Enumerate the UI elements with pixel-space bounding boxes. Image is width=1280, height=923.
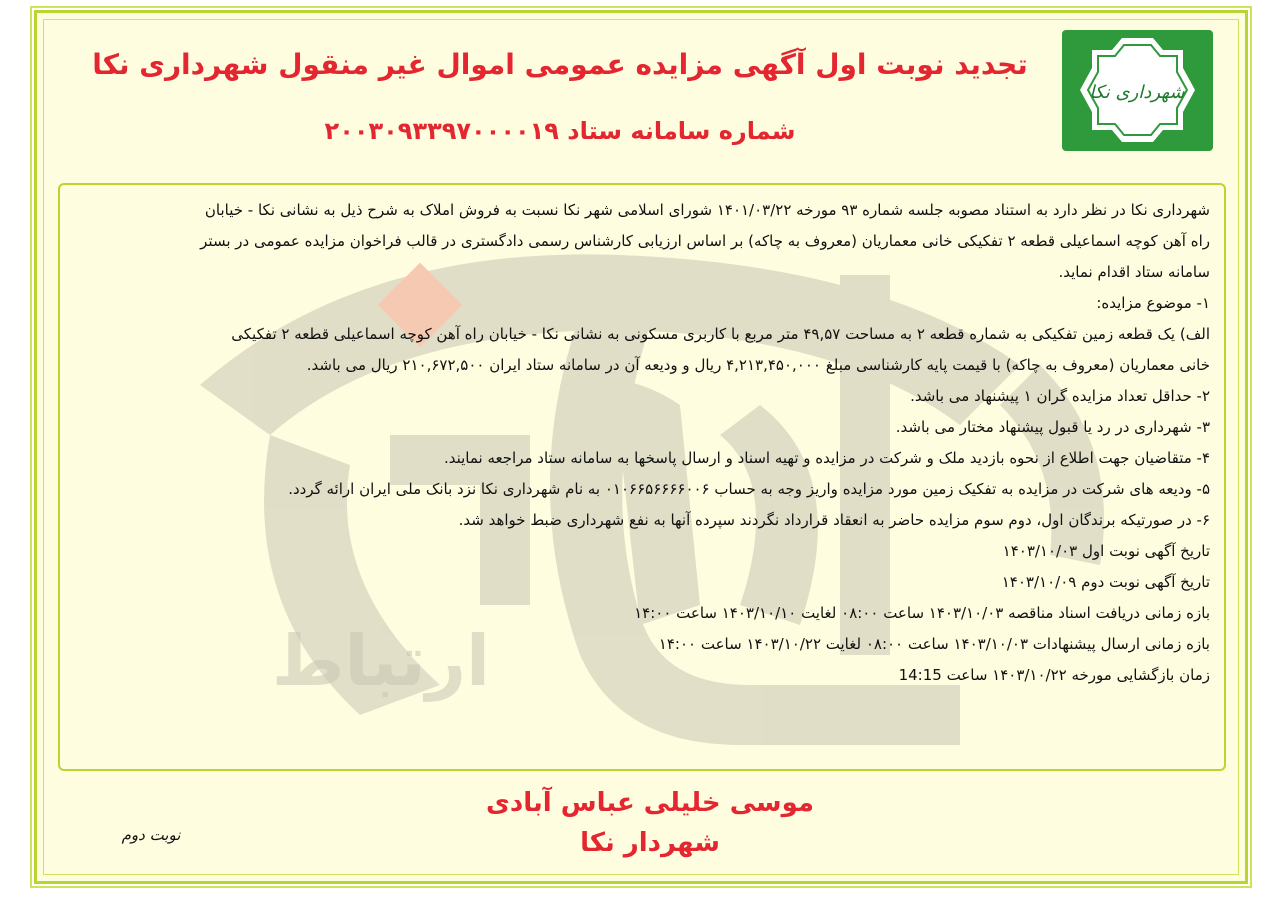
municipality-logo bbox=[1060, 28, 1215, 153]
item-5-deposit: ۵- ودیعه های شرکت در مزایده به تفکیک زمین مورد مزایده واریز وجه به حساب ۰۱۰۶۶۵۶۶۶۶۰۰۶ به نام شهرداری نکا نزد بانک ملی ایران ارائه گردد. bbox=[288, 480, 1210, 498]
opening-time: زمان بازگشایی مورخه ۱۴۰۳/۱۰/۲۲ ساعت 14:15 bbox=[898, 666, 1210, 684]
logo-emblem bbox=[1060, 28, 1215, 153]
second-round-date: تاریخ آگهی نوبت دوم ۱۴۰۳/۱۰/۰۹ bbox=[1001, 573, 1210, 591]
signer-title: شهردار نکا bbox=[580, 828, 720, 858]
item-3-acceptance: ۳- شهرداری در رد یا قبول پیشنهاد مختار می باشد. bbox=[895, 418, 1210, 436]
item-1-subject: ۱- موضوع مزایده: bbox=[1096, 294, 1210, 312]
offer-period: بازه زمانی ارسال پیشنهادات ۱۴۰۳/۱۰/۰۳ ساعت ۰۸:۰۰ لغایت ۱۴۰۳/۱۰/۲۲ ساعت ۱۴:۰۰ bbox=[658, 635, 1210, 653]
ad-title: تجدید نوبت اول آگهی مزایده عمومی اموال غیر منقول شهرداری نکا bbox=[92, 48, 1028, 81]
item-2-min-bidders: ۲- حداقل تعداد مزایده گران ۱ پیشنهاد می باشد. bbox=[910, 387, 1210, 405]
intro-line-3: سامانه ستاد اقدام نماید. bbox=[1058, 263, 1210, 281]
item-4-info: ۴- متقاضیان جهت اطلاع از نحوه بازدید ملک و شرکت در مزایده و تهیه اسناد و ارسال پاسخها به سامانه ستاد مراجعه نمایند. bbox=[443, 449, 1210, 467]
ad-body-panel bbox=[58, 183, 1226, 771]
item-6-forfeit: ۶- در صورتیکه برندگان اول، دوم سوم مزایده حاضر به انعقاد قرارداد نگردند سپرده آنها به نفع شهرداری ضبط خواهد شد. bbox=[458, 511, 1210, 529]
item-a-line-2: خانی معماریان (معروف به چاکه) با قیمت پایه کارشناسی مبلغ ۴,۲۱۳,۴۵۰,۰۰۰ ریال و ودیعه آن در سامانه ستاد ایران ۲۱۰,۶۷۲,۵۰۰ ریال می باشد. bbox=[306, 356, 1210, 374]
first-round-date: تاریخ آگهی نوبت اول ۱۴۰۳/۱۰/۰۳ bbox=[1002, 542, 1210, 560]
ad-body-text bbox=[70, 195, 1210, 691]
logo-text: شهرداری نکا bbox=[1089, 82, 1185, 103]
signer-name: موسی خلیلی عباس آبادی bbox=[486, 788, 814, 818]
round-label: نوبت دوم bbox=[121, 826, 181, 844]
system-number-line: شماره سامانه ستاد ۲۰۰۳۰۹۳۳۹۷۰۰۰۰۱۹ bbox=[324, 117, 796, 145]
item-a-line-1: الف) یک قطعه زمین تفکیکی به شماره قطعه ۲ به مساحت ۴۹,۵۷ متر مربع با کاربری مسکونی به نشانی نکا - خیابان راه آهن کوچه اسماعیلی قطعه ۲ تفکیکی bbox=[231, 325, 1210, 343]
intro-line-1: شهرداری نکا در نظر دارد به استناد مصوبه جلسه شماره ۹۳ مورخه ۱۴۰۱/۰۳/۲۲ شورای اسلامی شهر نکا نسبت به فروش املاک به شرح ذیل به نشانی نکا - خیابان bbox=[204, 201, 1210, 219]
watermark-text: ارتباط bbox=[271, 620, 490, 702]
intro-line-2: راه آهن کوچه اسماعیلی قطعه ۲ تفکیکی خانی معماریان (معروف به چاکه) بر اساس ارزیابی کارشناس رسمی دادگستری در قالب فراخوان مزایده عمومی در بستر bbox=[200, 232, 1210, 250]
document-period: بازه زمانی دریافت اسناد مناقصه ۱۴۰۳/۱۰/۰۳ ساعت ۰۸:۰۰ لغایت ۱۴۰۳/۱۰/۱۰ ساعت ۱۴:۰۰ bbox=[634, 604, 1210, 622]
